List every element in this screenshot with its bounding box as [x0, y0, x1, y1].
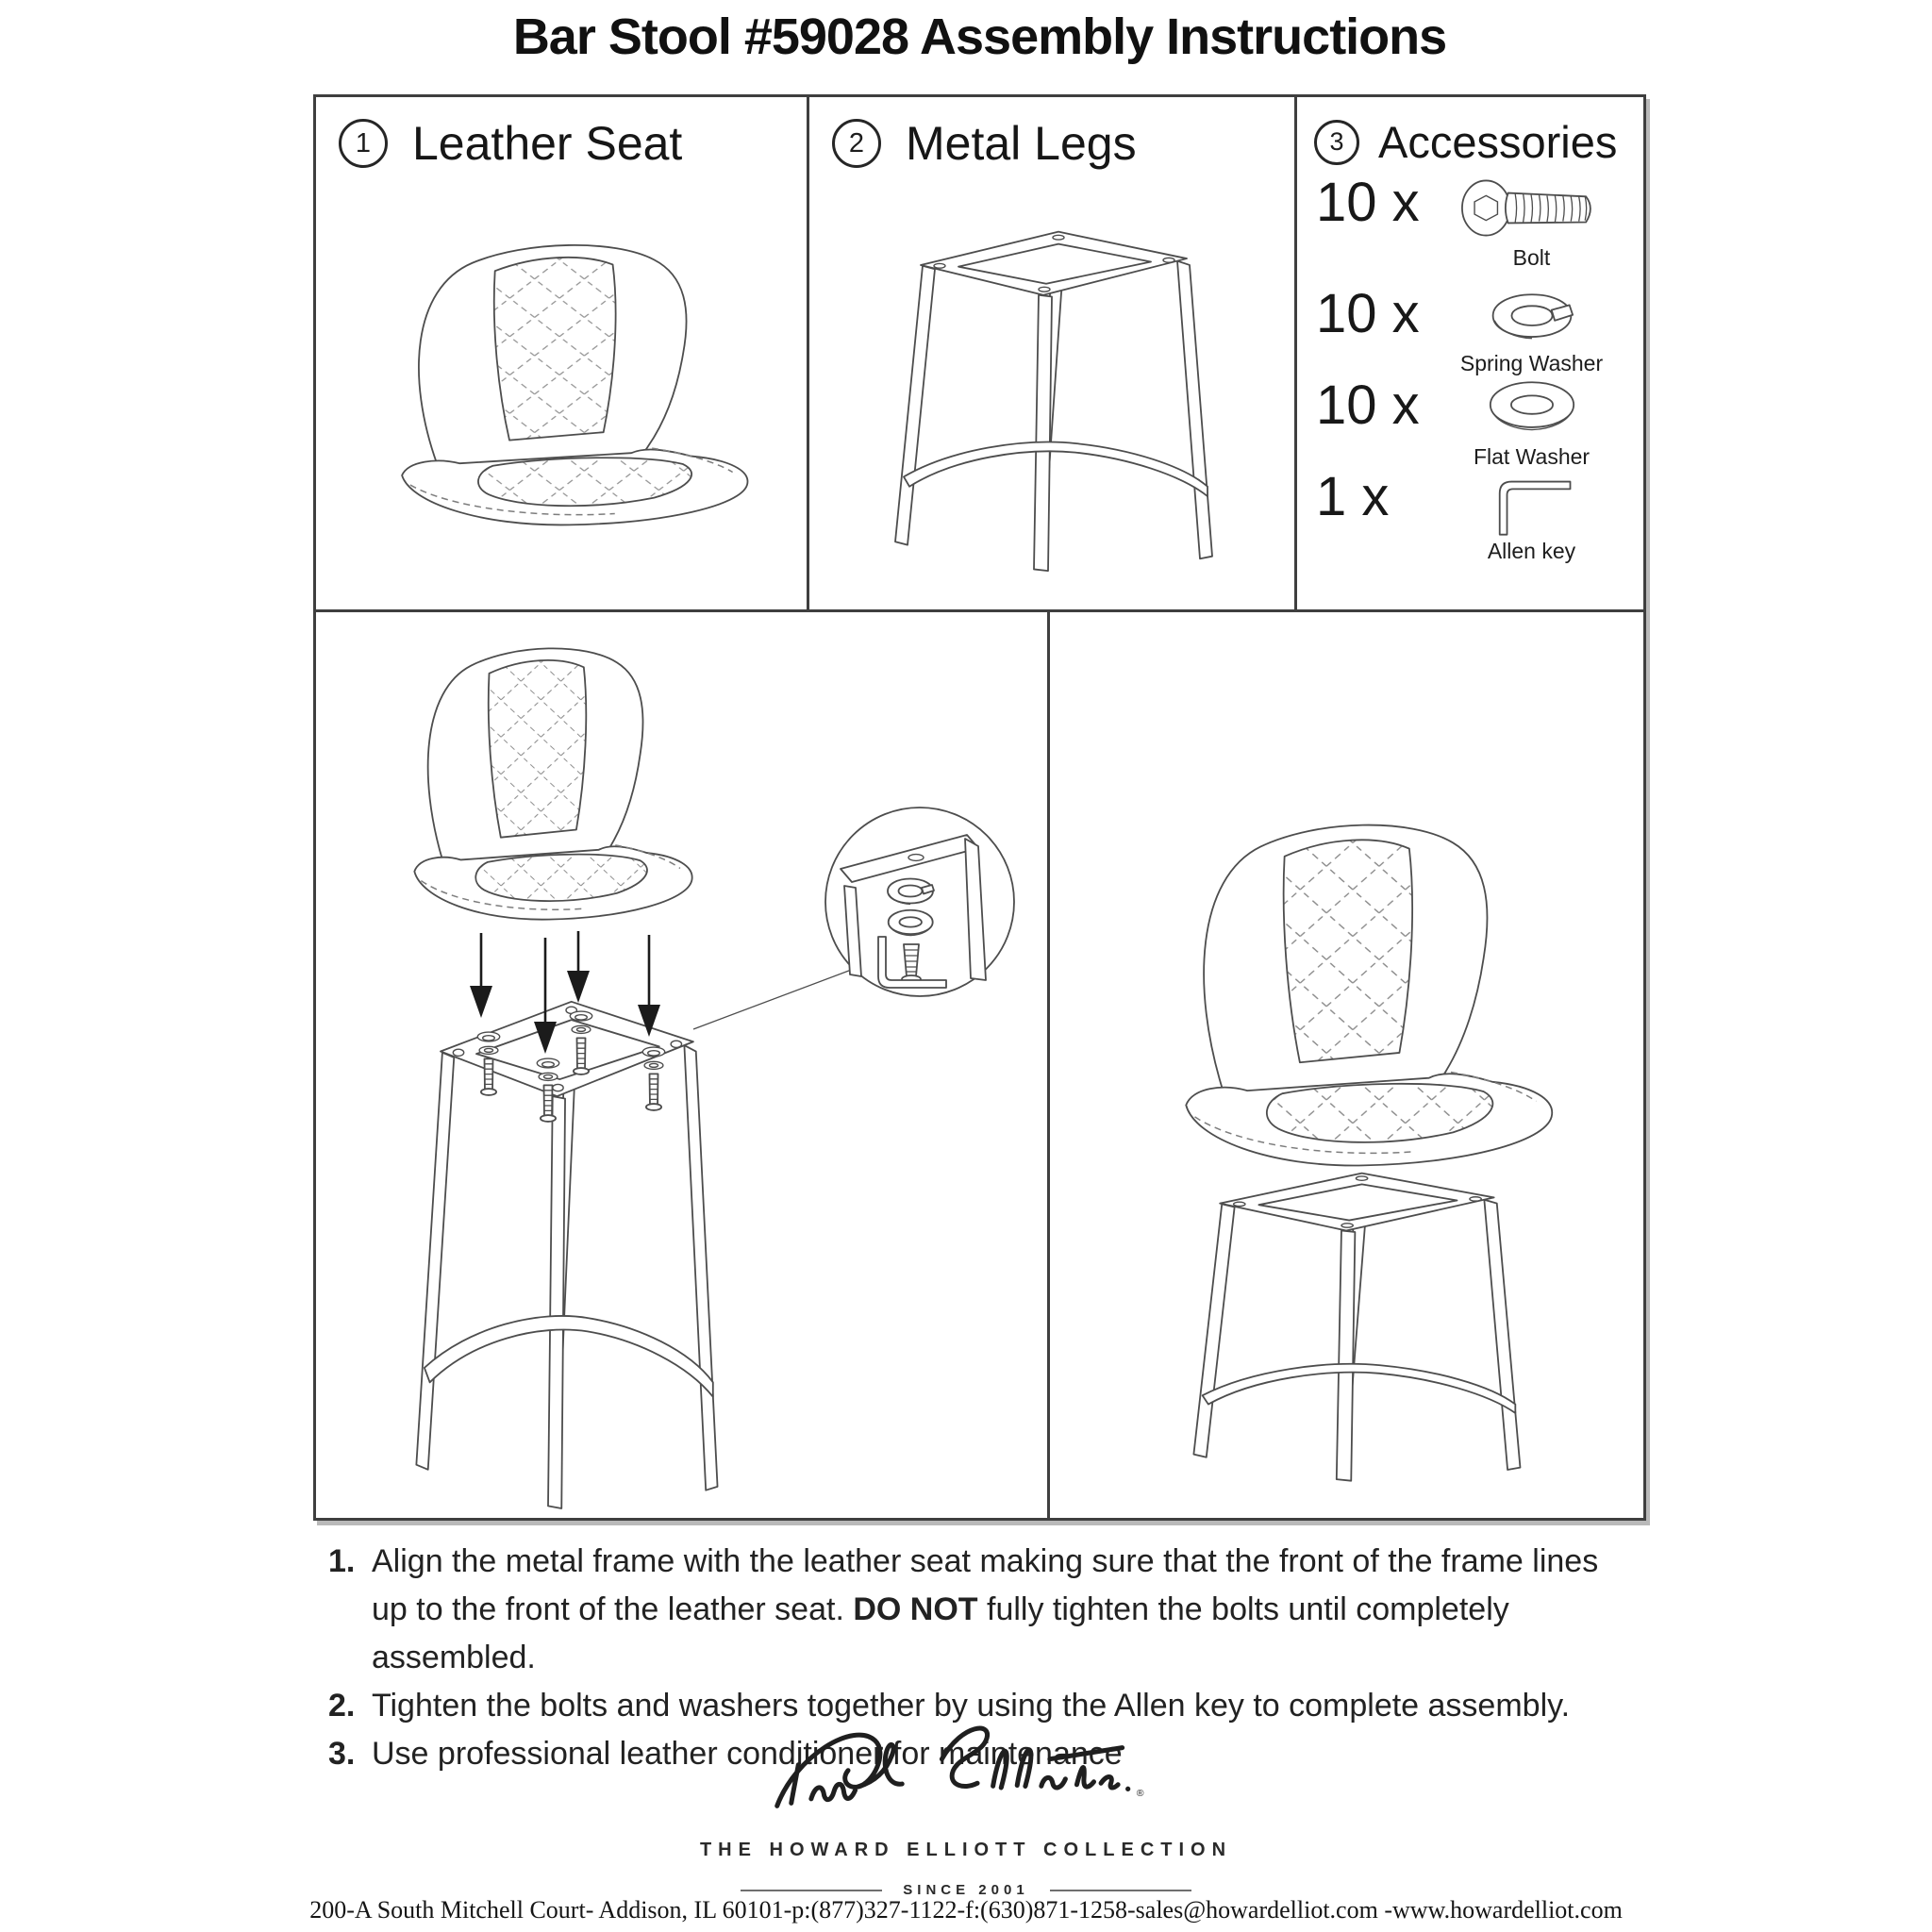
leather-seat-illustration: [316, 165, 804, 607]
panel-leather-seat-header: [339, 116, 682, 171]
bolt-icon: [1457, 173, 1607, 243]
accessory-bolt-row: [1316, 173, 1630, 271]
step-2-text: Tighten the bolts and washers together by using the Allen key to complete assembly.: [372, 1688, 1571, 1724]
allen-key-label: Allen key: [1487, 539, 1576, 563]
step-1-bold: DO NOT: [853, 1591, 978, 1627]
exploded-assembly-illustration: [316, 612, 1047, 1513]
spring-washer-quantity: 10 x: [1316, 283, 1420, 344]
panel-leather-seat: [316, 97, 809, 609]
brand-block: [0, 1715, 1932, 1898]
step-3-number: 3.: [328, 1736, 356, 1772]
panel-leather-seat-title: Leather Seat: [412, 117, 683, 170]
step-2-number: 2.: [328, 1688, 356, 1724]
panel-assembled-stool: [1050, 612, 1643, 1518]
bolt-quantity: 10 x: [1316, 172, 1420, 233]
page-title: Bar Stool #59028 Assembly Instructions: [512, 8, 1447, 65]
since-rule-left: [741, 1890, 882, 1891]
allen-key-quantity: 1 x: [1316, 466, 1390, 527]
step-number-1: 1: [339, 119, 388, 168]
accessory-spring-washer-row: [1316, 284, 1630, 376]
step-number-3: 3: [1314, 120, 1359, 165]
assembled-stool-illustration: [1050, 612, 1646, 1513]
howard-elliott-signature: [744, 1715, 1188, 1836]
step-1-text: [372, 1538, 1641, 1682]
footer-contact: 200-A South Mitchell Court- Addison, IL 60101-p:(877)327-1122-f:(630)871-1258-sales@howardelliot.com -www.howardelliot.com: [309, 1896, 1623, 1924]
allen-key-icon: [1488, 467, 1576, 537]
panel-metal-legs: [809, 97, 1297, 609]
step-1-text-a: Align the metal frame with the leather seat making sure that the front of the frame lines up to the front of the leather seat.: [372, 1543, 1599, 1627]
step-1-number: 1.: [328, 1543, 356, 1579]
bolt-detail-callout: [693, 808, 1014, 1029]
step-3-text: Use professional leather conditioner for maintenance: [372, 1736, 1123, 1772]
panel-exploded-assembly: [316, 612, 1050, 1518]
panel-accessories-header: [1314, 116, 1617, 168]
step-1-text-b: fully tighten the bolts until completely assembled.: [372, 1591, 1509, 1675]
flat-washer-quantity: 10 x: [1316, 375, 1420, 436]
accessory-flat-washer-row: [1316, 375, 1630, 470]
spring-washer-icon: [1483, 284, 1581, 349]
flat-washer-label: Flat Washer: [1473, 444, 1591, 469]
metal-legs-illustration: [809, 163, 1291, 607]
bolt-label: Bolt: [1512, 245, 1551, 270]
panel-metal-legs-header: [832, 116, 1137, 171]
panel-accessories: [1297, 97, 1643, 609]
instruction-step-1: [328, 1538, 1641, 1682]
registered-mark: ®: [1136, 1787, 1144, 1799]
step-number-2: 2: [832, 119, 881, 168]
flat-washer-icon: [1482, 375, 1582, 442]
accessory-allen-key-row: [1316, 467, 1630, 564]
instruction-grid: [313, 94, 1646, 1521]
panel-accessories-title: Accessories: [1378, 117, 1618, 167]
assembly-row: [316, 612, 1643, 1518]
since-rule-right: [1050, 1890, 1191, 1891]
since-text: SINCE 2001: [903, 1882, 1029, 1898]
spring-washer-label: Spring Washer: [1459, 351, 1604, 375]
panel-metal-legs-title: Metal Legs: [906, 117, 1137, 170]
collection-name: THE HOWARD ELLIOTT COLLECTION: [699, 1840, 1233, 1860]
parts-row: [316, 97, 1643, 612]
